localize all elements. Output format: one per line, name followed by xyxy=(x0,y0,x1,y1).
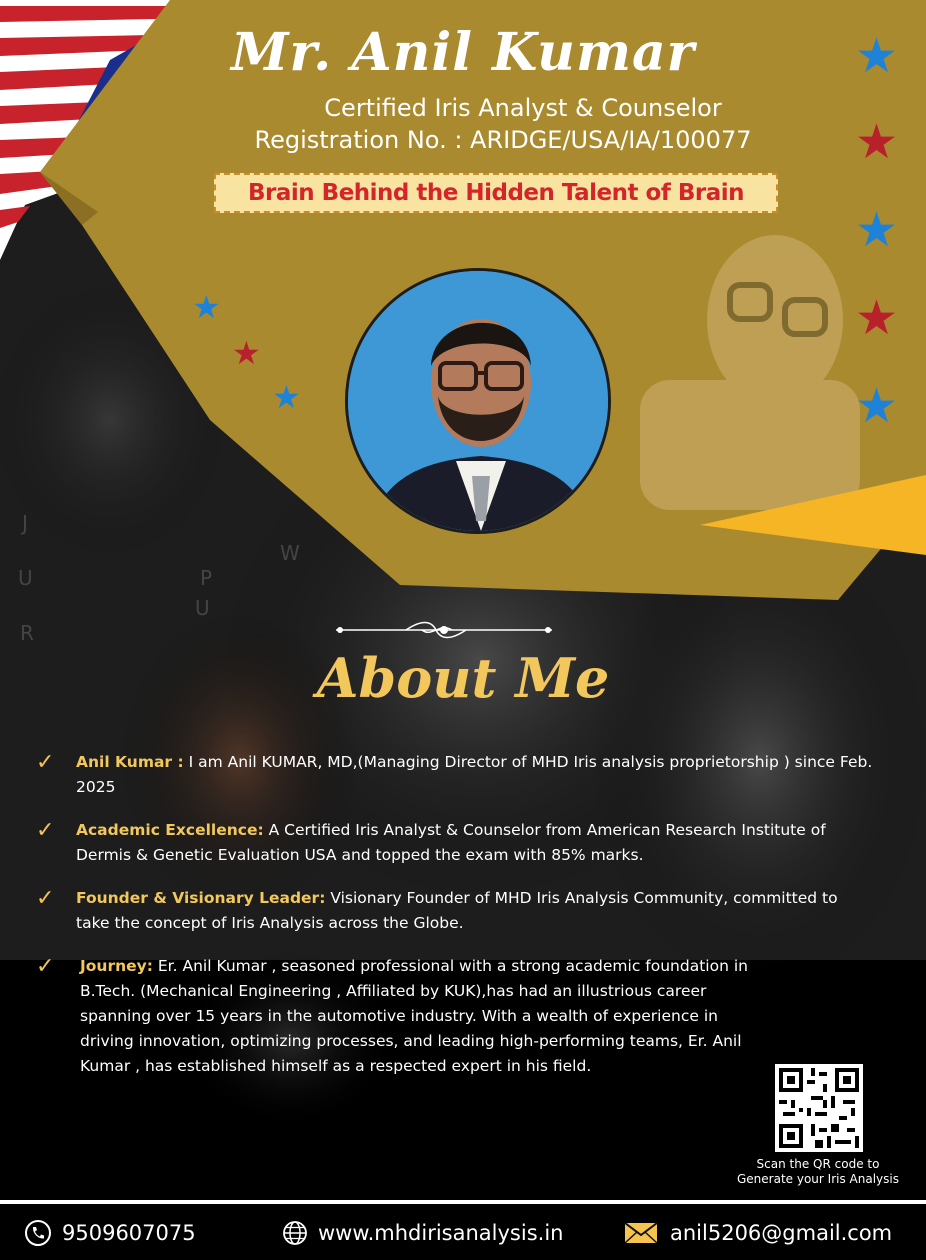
svg-text:★: ★ xyxy=(855,202,899,258)
globe-icon xyxy=(282,1220,308,1246)
about-item-academic: ✓ Academic Excellence: A Certified Iris Analyst & Counselor from American Research Institute of Dermis & Genetic Evaluation USA and topped the exam with 85% marks. xyxy=(36,818,826,864)
certification-title: Certified Iris Analyst & Counselor xyxy=(324,94,722,122)
svg-text:★: ★ xyxy=(855,28,899,84)
svg-text:★: ★ xyxy=(272,378,301,416)
svg-text:P: P xyxy=(200,566,213,590)
qr-caption: Scan the QR code to Generate your Iris Analysis xyxy=(737,1157,899,1186)
svg-text:★: ★ xyxy=(855,290,899,346)
svg-text:W: W xyxy=(280,541,300,565)
svg-text:★: ★ xyxy=(855,114,899,170)
svg-text:R: R xyxy=(20,621,34,645)
svg-text:★: ★ xyxy=(855,378,899,434)
svg-text:U: U xyxy=(195,596,210,620)
about-item-name: ✓ Anil Kumar : I am Anil KUMAR, MD,(Managing Director of MHD Iris analysis proprietorship ) since Feb. 2025 xyxy=(36,750,873,796)
qr-code[interactable] xyxy=(775,1064,863,1152)
svg-text:★: ★ xyxy=(232,334,261,372)
check-icon: ✓ xyxy=(36,818,55,843)
about-item-journey: ✓ Journey: Er. Anil Kumar , seasoned professional with a strong academic foundation in B.Tech. (Mechanical Engineering , Affiliated by KUK),has had an illustrious career spanning over 15 years in the automotive industry. With a wealth of experience in driving innovation, optimizing processes, and leading high-performing teams, Er. Anil Kumar , has established himself as a respected expert in his field. xyxy=(36,954,748,1075)
check-icon: ✓ xyxy=(36,886,55,911)
registration-number: Registration No. : ARIDGE/USA/IA/100077 xyxy=(254,126,752,154)
footer-divider xyxy=(0,1200,926,1204)
footer-email[interactable]: anil5206@gmail.com xyxy=(624,1216,892,1250)
footer-phone[interactable]: 9509607075 xyxy=(24,1216,196,1250)
about-item-founder: ✓ Founder & Visionary Leader: Visionary Founder of MHD Iris Analysis Community, committed to take the concept of Iris Analysis across the Globe. xyxy=(36,886,838,932)
person-name: Mr. Anil Kumar xyxy=(230,22,696,83)
check-icon: ✓ xyxy=(36,750,55,775)
check-icon: ✓ xyxy=(36,954,55,979)
ornamental-divider xyxy=(336,620,552,640)
tagline-banner: Brain Behind the Hidden Talent of Brain xyxy=(214,173,778,213)
profile-photo xyxy=(345,268,611,534)
phone-icon xyxy=(24,1219,52,1247)
about-heading: About Me xyxy=(316,646,610,710)
svg-text:J: J xyxy=(22,511,28,535)
footer-website[interactable]: www.mhdirisanalysis.in xyxy=(282,1216,563,1250)
envelope-icon xyxy=(624,1221,660,1245)
svg-text:★: ★ xyxy=(192,288,221,326)
svg-text:U: U xyxy=(18,566,33,590)
